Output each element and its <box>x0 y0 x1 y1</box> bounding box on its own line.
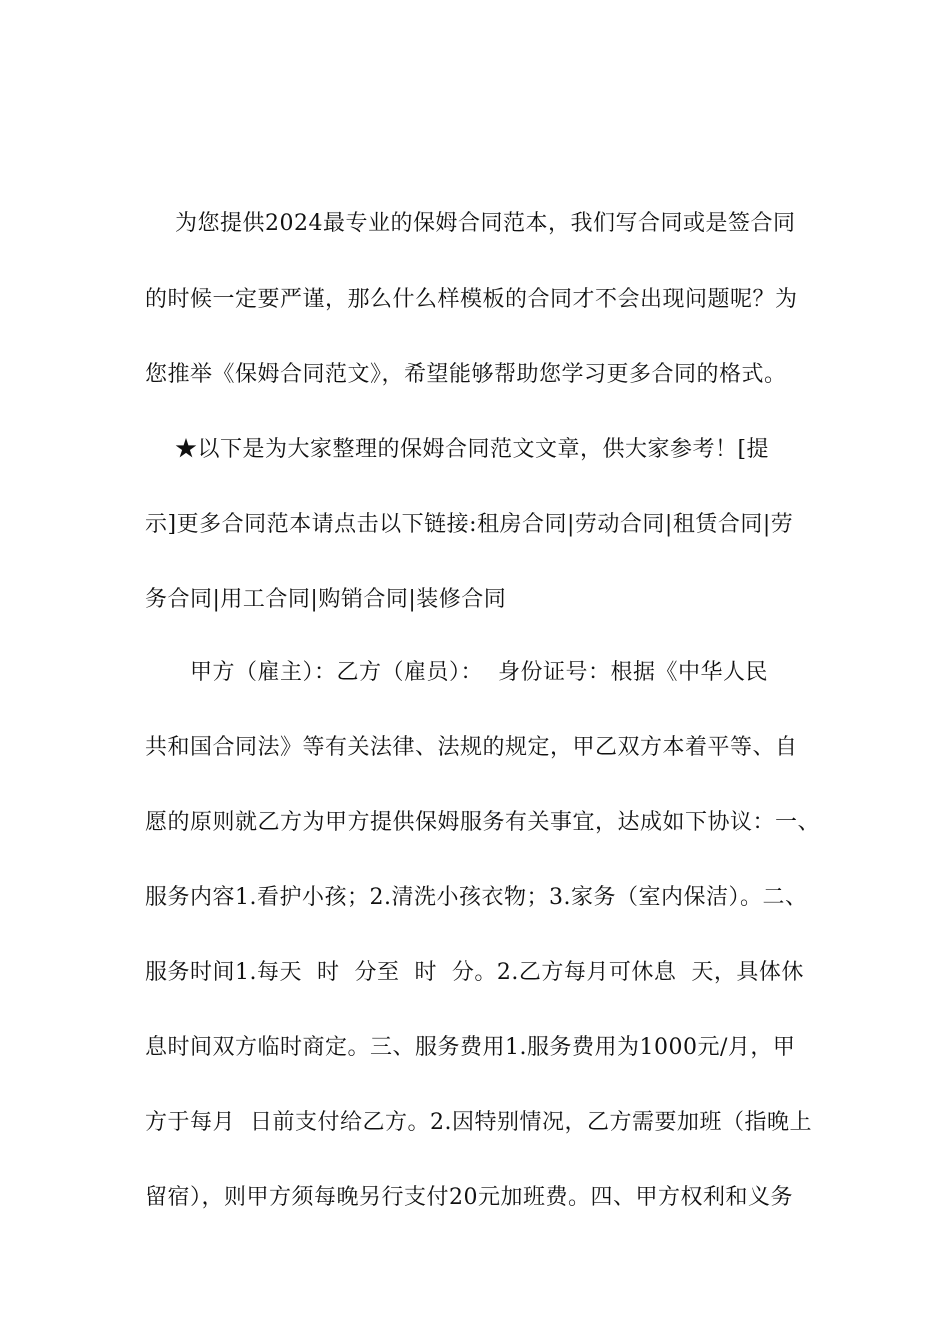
paragraph-line: 服务时间1.每天 时 分至 时 分。2.乙方每月可休息 天，具体休 <box>145 960 804 985</box>
paragraph-line: 示]更多合同范本请点击以下链接:租房合同|劳动合同|租赁合同|劳 <box>145 512 794 537</box>
paragraph-line: 的时候一定要严谨，那么什么样模板的合同才不会出现问题呢？为 <box>145 287 798 312</box>
paragraph-line: 息时间双方临时商定。三、服务费用1.服务费用为1000元/月，甲 <box>145 1035 796 1060</box>
paragraph-line: 您推举《保姆合同范文》，希望能够帮助您学习更多合同的格式。 <box>145 362 787 387</box>
paragraph-line: 留宿），则甲方须每晚另行支付20元加班费。四、甲方权利和义务 <box>145 1185 793 1210</box>
paragraph-line: 共和国合同法》等有关法律、法规的规定，甲乙双方本着平等、自 <box>145 735 798 760</box>
paragraph-line: 为您提供2024最专业的保姆合同范本，我们写合同或是签合同 <box>145 211 796 236</box>
paragraph-line: 服务内容1.看护小孩；2.清洗小孩衣物；3.家务（室内保洁）。二、 <box>145 885 808 910</box>
paragraph-line: 务合同|用工合同|购销合同|装修合同 <box>145 587 507 612</box>
paragraph-line: 甲方（雇主）：乙方（雇员）： 身份证号：根据《中华人民 <box>145 660 768 685</box>
paragraph-line: ★以下是为大家整理的保姆合同范文文章，供大家参考！[提 <box>145 437 770 462</box>
paragraph-line: 愿的原则就乙方为甲方提供保姆服务有关事宜，达成如下协议：一、 <box>145 810 821 835</box>
paragraph-line: 方于每月 日前支付给乙方。2.因特别情况，乙方需要加班（指晚上 <box>145 1110 812 1135</box>
